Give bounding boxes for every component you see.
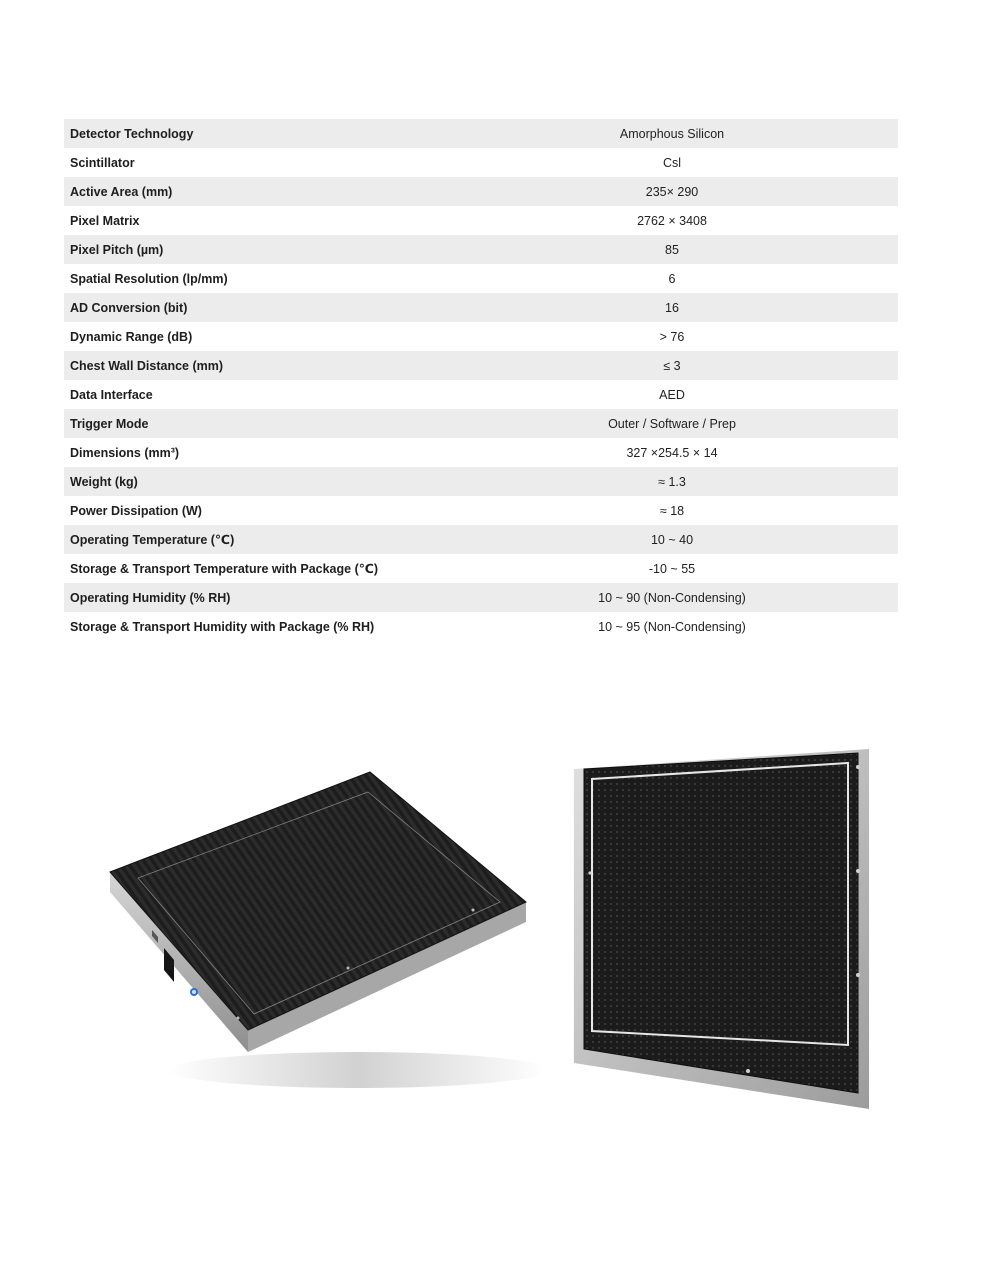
spec-value: Amorphous Silicon	[619, 126, 725, 141]
spec-row	[64, 438, 898, 467]
spec-label: Detector Technology	[70, 126, 194, 141]
spec-value: ≈ 18	[659, 503, 685, 518]
spec-label: Active Area (mm)	[70, 184, 173, 199]
spec-row	[64, 380, 898, 409]
spec-value: ≤ 3	[663, 358, 681, 373]
spec-row	[64, 148, 898, 177]
spec-value: -10 ~ 55	[648, 561, 696, 576]
spec-row	[64, 467, 898, 496]
spec-label: Power Dissipation (W)	[70, 503, 202, 518]
spec-row	[64, 409, 898, 438]
spec-table	[64, 119, 898, 641]
spec-value: 16	[665, 300, 679, 315]
spec-label: Chest Wall Distance (mm)	[70, 358, 224, 373]
spec-value: 327 ×254.5 × 14	[626, 445, 718, 460]
spec-row	[64, 119, 898, 148]
spec-row	[64, 554, 898, 583]
spec-row	[64, 293, 898, 322]
spec-value: AED	[659, 387, 685, 402]
spec-row	[64, 525, 898, 554]
spec-value: ≈ 1.3	[658, 474, 686, 489]
spec-value: Outer / Software / Prep	[608, 416, 736, 431]
spec-value: 10 ~ 90 (Non-Condensing)	[598, 590, 746, 605]
spec-row	[64, 496, 898, 525]
detector-front-photo	[572, 745, 874, 1113]
spec-row	[64, 612, 898, 641]
spec-label: Storage & Transport Humidity with Package (% RH)	[70, 619, 375, 634]
spec-value: 235× 290	[645, 184, 699, 199]
spec-value: 6	[668, 271, 676, 286]
spec-value: 10 ~ 40	[650, 532, 694, 547]
spec-row	[64, 206, 898, 235]
spec-label: AD Conversion (bit)	[70, 300, 188, 315]
spec-value: 85	[665, 242, 679, 257]
spec-label: Weight (kg)	[70, 474, 138, 489]
spec-value: > 76	[659, 329, 685, 344]
spec-value: Csl	[662, 155, 682, 170]
spec-label: Pixel Matrix	[70, 213, 140, 228]
spec-label: Scintillator	[70, 155, 135, 170]
spec-label: Dynamic Range (dB)	[70, 329, 193, 344]
spec-row	[64, 351, 898, 380]
spec-label: Trigger Mode	[70, 416, 149, 431]
spec-label: Pixel Pitch (µm)	[70, 242, 164, 257]
spec-label: Operating Humidity (% RH)	[70, 590, 231, 605]
spec-row	[64, 235, 898, 264]
spec-label: Data Interface	[70, 387, 153, 402]
spec-value: 2762 × 3408	[637, 213, 707, 228]
spec-label: Dimensions (mm³)	[70, 445, 180, 460]
spec-label: Spatial Resolution (lp/mm)	[70, 271, 228, 286]
spec-row	[64, 322, 898, 351]
spec-value: 10 ~ 95 (Non-Condensing)	[598, 619, 746, 634]
spec-label: Storage & Transport Temperature with Package (℃)	[70, 562, 379, 576]
detector-angled-photo	[108, 770, 540, 1100]
spec-row	[64, 264, 898, 293]
spec-label: Operating Temperature (℃)	[70, 533, 235, 547]
spec-row	[64, 177, 898, 206]
spec-row	[64, 583, 898, 612]
